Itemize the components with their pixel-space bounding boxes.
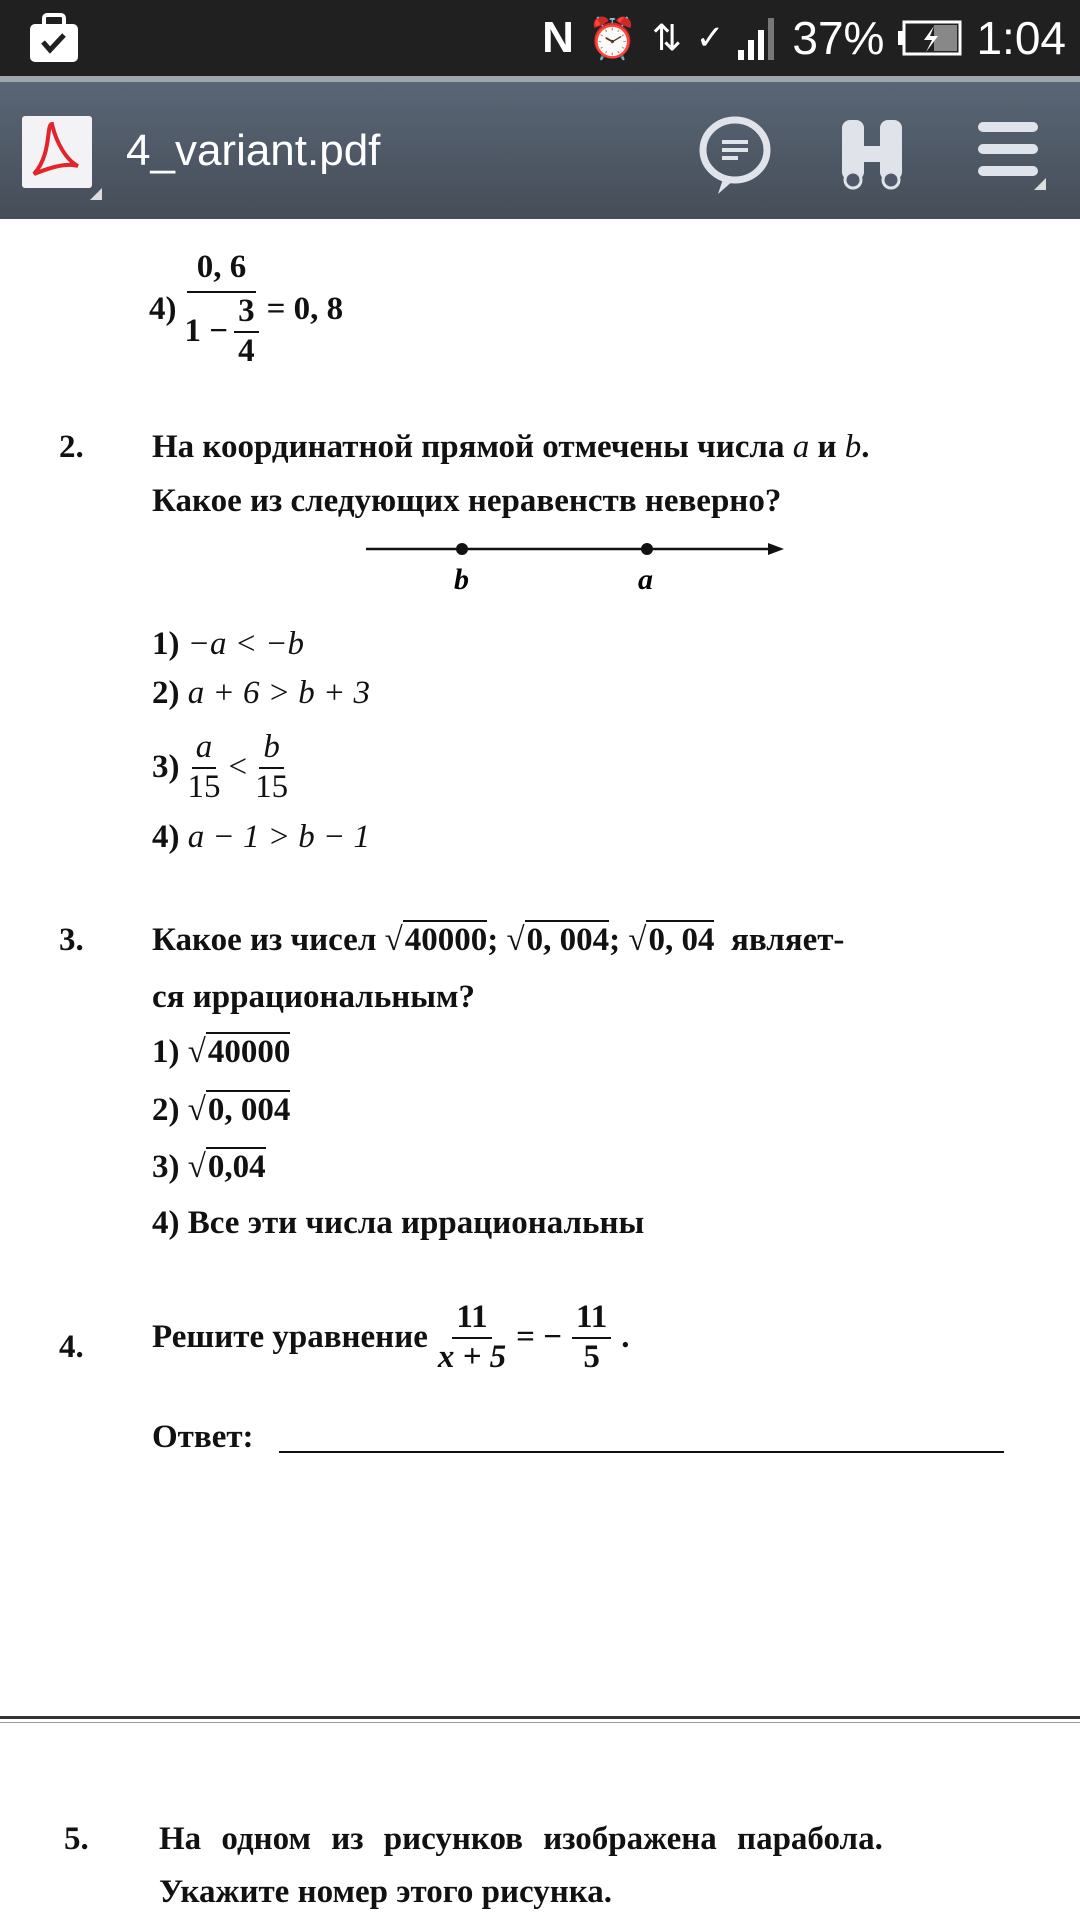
- text: .: [621, 1319, 630, 1356]
- q3-option-3: 3) √0,04: [152, 1149, 266, 1185]
- axis-label-a: a: [638, 563, 653, 596]
- option-text: Все эти числа иррациональны: [187, 1205, 645, 1241]
- root-value: 0, 004: [207, 1092, 291, 1128]
- option-text: −a < −b: [187, 626, 305, 662]
- wifi-icon: ⇅: [651, 17, 682, 58]
- page-separator: [0, 1716, 1080, 1719]
- status-bar: [0, 0, 1080, 76]
- q2-option-3: [152, 729, 288, 807]
- comment-icon[interactable]: [694, 116, 776, 196]
- q2-option-4: [152, 819, 370, 856]
- root-value: 40000: [404, 922, 488, 958]
- battery-percent: 37%: [792, 12, 885, 64]
- numerator: 0, 6: [187, 249, 257, 293]
- operator: = −: [516, 1319, 563, 1356]
- option-label: 4): [152, 819, 180, 855]
- alarm-icon: ⏰: [587, 16, 638, 61]
- briefcase-check-icon: [26, 12, 82, 64]
- h-signal-icon: ✓: [695, 19, 725, 57]
- var-a: a: [792, 429, 810, 465]
- denominator: x + 5: [437, 1338, 507, 1375]
- inner-denominator: 4: [238, 332, 255, 369]
- app-toolbar: [0, 76, 1080, 219]
- var-b: b: [844, 429, 862, 465]
- denominator: 5: [583, 1338, 600, 1375]
- clock: 1:04: [976, 12, 1066, 64]
- numerator: b: [259, 729, 284, 769]
- text: являет-: [730, 922, 845, 958]
- text: .: [861, 429, 870, 465]
- axis-label-b: b: [454, 563, 469, 596]
- page-separator: [0, 1722, 1080, 1723]
- numerator: 11: [572, 1299, 611, 1339]
- q2-line1: [152, 429, 869, 466]
- q5-line2: Укажите номер этого рисунка.: [159, 1874, 612, 1910]
- root-value: 0, 004: [526, 922, 610, 958]
- option-label: 1): [152, 626, 180, 662]
- dropdown-corner-icon: [90, 188, 102, 200]
- numerator: 11: [452, 1299, 491, 1339]
- option-label: 3): [152, 1149, 180, 1185]
- text: Какое из чисел: [152, 922, 377, 958]
- q4-equation: [152, 1299, 629, 1377]
- root-value: 0, 04: [648, 922, 715, 958]
- text: и: [809, 429, 845, 465]
- root-value: 0,04: [207, 1149, 266, 1185]
- answer-label: Ответ:: [152, 1419, 254, 1455]
- option-text: a − 1 > b − 1: [187, 819, 371, 855]
- q3-option-4: [152, 1205, 644, 1242]
- root-value: 40000: [207, 1034, 291, 1070]
- sep: ;: [609, 922, 621, 958]
- q2-line2: Какое из следующих неравенств неверно?: [152, 483, 782, 519]
- question-number: 2.: [59, 429, 84, 465]
- option-label: 4): [152, 1205, 180, 1241]
- q1-option-4: [149, 249, 343, 371]
- operator: <: [228, 749, 248, 786]
- pdf-page: [0, 219, 1080, 1920]
- text: На координатной прямой отмечены числа: [152, 429, 793, 465]
- q2-option-1: [152, 626, 304, 663]
- option-label: 1): [152, 1034, 180, 1070]
- option-label: 2): [152, 1092, 180, 1128]
- pdf-icon[interactable]: [22, 116, 92, 188]
- question-number: 5.: [64, 1821, 89, 1857]
- sep: ;: [487, 922, 499, 958]
- menu-corner-icon: [1034, 178, 1046, 190]
- den-prefix: 1 −: [184, 312, 229, 349]
- document-title: 4_variant.pdf: [126, 126, 381, 175]
- rhs: = 0, 8: [266, 291, 344, 328]
- cell-signal-icon: [738, 16, 778, 60]
- fraction: [185, 249, 259, 371]
- q3-line1: Какое из чисел √40000; √0, 004; √0, 04 являет-: [152, 922, 845, 958]
- answer-line: [279, 1451, 1004, 1453]
- numerator: a: [192, 729, 217, 769]
- text: Решите уравнение: [152, 1319, 428, 1356]
- denominator: 15: [255, 768, 289, 805]
- q3-option-1: 1) √40000: [152, 1034, 291, 1070]
- option-label: 3): [152, 749, 180, 786]
- q3-line2: ся иррациональным?: [152, 979, 476, 1015]
- q5-line1: На одном из рисунков изображена парабола.: [159, 1821, 883, 1857]
- menu-icon[interactable]: [978, 122, 1040, 182]
- question-number: 3.: [59, 922, 84, 958]
- nfc-icon: N: [542, 13, 574, 62]
- q3-option-2: 2) √0, 004: [152, 1092, 291, 1128]
- battery-charging-icon: [898, 20, 962, 56]
- denominator: 15: [187, 768, 221, 805]
- option-label: 2): [152, 675, 180, 711]
- question-number: 4.: [59, 1329, 84, 1365]
- denominator: [185, 293, 259, 371]
- search-binoculars-icon[interactable]: [840, 116, 904, 192]
- number-line: [360, 537, 790, 607]
- q2-option-2: [152, 675, 370, 712]
- option-label: 4): [149, 291, 177, 328]
- option-text: a + 6 > b + 3: [187, 675, 371, 711]
- inner-numerator: 3: [234, 293, 259, 333]
